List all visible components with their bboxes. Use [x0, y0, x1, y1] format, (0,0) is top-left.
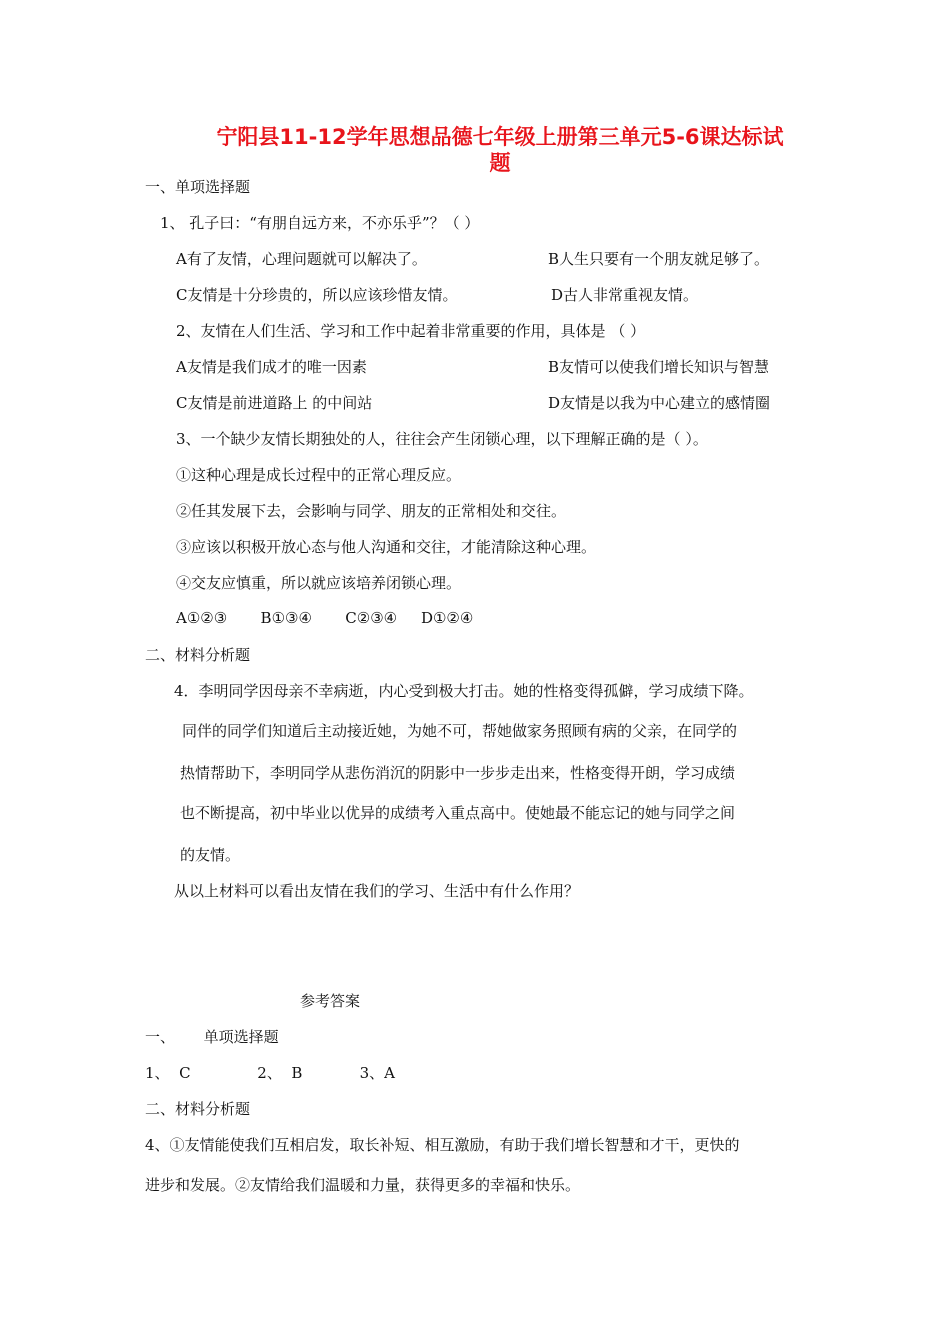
- question-2-option-d: D友情是以我为中心建立的感情圈: [548, 394, 771, 412]
- question-3-statement-2: ②任其发展下去，会影响与同学、朋友的正常相处和交往。: [176, 502, 567, 520]
- document-title-line2: 题: [489, 151, 511, 175]
- answers-choice-keys: 1、 C 2、 B 3、A: [145, 1064, 396, 1082]
- question-3-statement-3: ③应该以积极开放心态与他人沟通和交往，才能清除这种心理。: [176, 538, 597, 556]
- question-3-options: A①②③ B①③④ C②③④ D①②④: [176, 609, 474, 627]
- question-1-stem: 1、 孔子曰：“有朋自远方来，不亦乐乎”？（ ）: [160, 214, 480, 232]
- question-4-material-line1: 4．李明同学因母亲不幸病逝，内心受到极大打击。她的性格变得孤僻，学习成绩下降。: [174, 682, 754, 700]
- answers-section-material: 二、材料分析题: [145, 1100, 251, 1118]
- question-4-prompt: 从以上材料可以看出友情在我们的学习、生活中有什么作用？: [174, 882, 580, 900]
- question-1-option-b: B人生只要有一个朋友就足够了。: [548, 250, 770, 268]
- section-heading-material: 二、材料分析题: [145, 646, 251, 664]
- section-heading-choice: 一、单项选择题: [145, 178, 251, 196]
- question-1-option-c: C友情是十分珍贵的，所以应该珍惜友情。: [176, 286, 458, 304]
- question-3-stem: 3、一个缺少友情长期独处的人，往往会产生闭锁心理，以下理解正确的是（ ）。: [176, 430, 708, 448]
- answers-heading: 参考答案: [300, 992, 361, 1010]
- question-2-option-b: B友情可以使我们增长知识与智慧: [548, 358, 770, 376]
- question-1-option-a: A有了友情，心理问题就可以解决了。: [176, 250, 427, 268]
- answer-4-line2: 进步和发展。②友情给我们温暖和力量，获得更多的幸福和快乐。: [145, 1176, 581, 1194]
- answer-4-line1: 4、①友情能使我们互相启发，取长补短、相互激励，有助于我们增长智慧和才干，更快的: [145, 1136, 740, 1154]
- question-4-material-line3: 热情帮助下，李明同学从悲伤消沉的阴影中一步步走出来，性格变得开朗，学习成绩: [180, 764, 736, 782]
- question-3-statement-4: ④交友应慎重，所以就应该培养闭锁心理。: [176, 574, 462, 592]
- question-2-stem: 2、友情在人们生活、学习和工作中起着非常重要的作用，具体是 （ ）: [176, 322, 646, 340]
- answers-section-choice: 一、 单项选择题: [145, 1028, 279, 1046]
- document-title-line1: 宁阳县11-12学年思想品德七年级上册第三单元5-6课达标试: [216, 125, 784, 149]
- question-1-option-d: D古人非常重视友情。: [551, 286, 699, 304]
- question-3-statement-1: ①这种心理是成长过程中的正常心理反应。: [176, 466, 462, 484]
- question-4-material-line2: 同伴的同学们知道后主动接近她，为她不可，帮她做家务照顾有病的父亲，在同学的: [182, 722, 738, 740]
- question-2-option-a: A友情是我们成才的唯一因素: [176, 358, 367, 376]
- question-4-material-line5: 的友情。: [180, 846, 241, 864]
- question-4-material-line4: 也不断提高，初中毕业以优异的成绩考入重点高中。使她最不能忘记的她与同学之间: [180, 804, 736, 822]
- question-2-option-c: C友情是前进道路上 的中间站: [176, 394, 373, 412]
